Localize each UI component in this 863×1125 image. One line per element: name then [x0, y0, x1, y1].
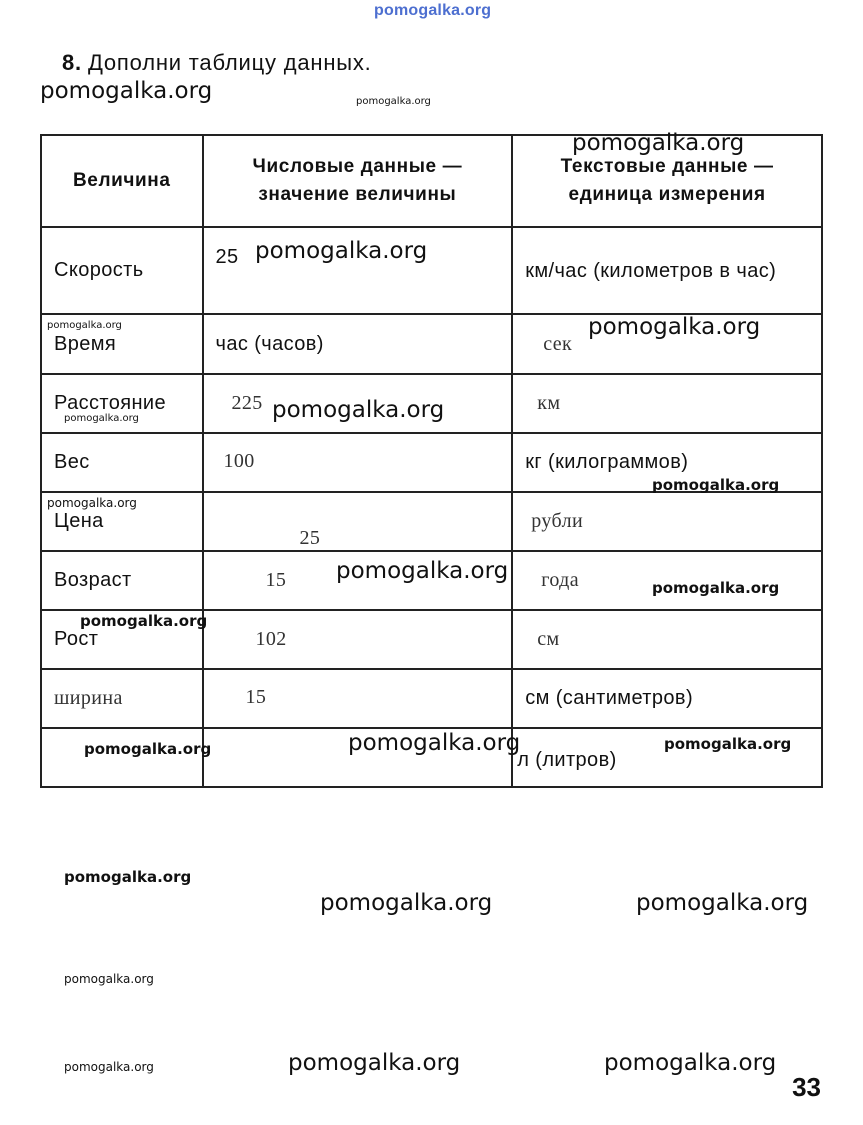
- cell-value: 15: [203, 551, 513, 610]
- watermark: pomogalka.org: [348, 730, 521, 756]
- task-heading: [62, 50, 372, 76]
- cell-unit: см: [512, 610, 822, 669]
- cell-unit: сек: [512, 314, 822, 374]
- cell-value: 25: [203, 492, 513, 551]
- watermark: pomogalka.org: [255, 238, 428, 264]
- cell-quantity: Время: [41, 314, 203, 374]
- watermark: pomogalka.org: [272, 397, 445, 423]
- cell-unit: л (литров): [512, 728, 822, 787]
- cell-quantity: Вес: [41, 433, 203, 492]
- cell-unit: км/час (километров в час): [512, 227, 822, 314]
- cell-quantity: Рост: [41, 610, 203, 669]
- watermark: pomogalka.org: [652, 579, 780, 597]
- watermark: pomogalka.org: [604, 1050, 777, 1076]
- top-watermark: pomogalka.org: [374, 2, 492, 19]
- cell-value: 100: [203, 433, 513, 492]
- cell-unit: рубли: [512, 492, 822, 551]
- watermark: pomogalka.org: [64, 868, 192, 886]
- cell-quantity: Расстояние: [41, 374, 203, 433]
- watermark: pomogalka.org: [47, 320, 122, 331]
- watermark: pomogalka.org: [336, 558, 509, 584]
- cell-quantity: ширина: [41, 669, 203, 728]
- cell-value: 225: [203, 374, 513, 433]
- watermark: pomogalka.org: [40, 78, 213, 104]
- cell-value: 102: [203, 610, 513, 669]
- watermark: pomogalka.org: [572, 130, 745, 156]
- cell-unit: года: [512, 551, 822, 610]
- watermark: pomogalka.org: [356, 96, 431, 107]
- watermark: pomogalka.org: [664, 735, 792, 753]
- table-row: [41, 669, 822, 728]
- watermark: pomogalka.org: [652, 476, 780, 494]
- watermark: pomogalka.org: [80, 612, 208, 630]
- table-row: [41, 492, 822, 551]
- watermark: pomogalka.org: [588, 314, 761, 340]
- header-numeric: Числовые данные — значение величины: [203, 135, 513, 227]
- data-table: [40, 134, 823, 788]
- cell-value: 15: [203, 669, 513, 728]
- cell-unit: км: [512, 374, 822, 433]
- page-number: 33: [792, 1072, 821, 1102]
- cell-value: час (часов): [203, 314, 513, 374]
- watermark: pomogalka.org: [64, 413, 139, 424]
- cell-quantity: Возраст: [41, 551, 203, 610]
- header-quantity: Величина: [41, 135, 203, 227]
- cell-quantity: Скорость: [41, 227, 203, 314]
- cell-unit: см (сантиметров): [512, 669, 822, 728]
- watermark: pomogalka.org: [636, 890, 809, 916]
- table-row: [41, 227, 822, 314]
- watermark: pomogalka.org: [64, 1060, 154, 1074]
- cell-value: 25: [203, 227, 513, 314]
- task-number: 8.: [62, 50, 82, 75]
- cell-quantity: Цена: [41, 492, 203, 551]
- watermark: pomogalka.org: [320, 890, 493, 916]
- watermark: pomogalka.org: [288, 1050, 461, 1076]
- task-text: Дополни таблицу данных.: [87, 50, 372, 75]
- watermark: pomogalka.org: [84, 740, 212, 758]
- watermark: pomogalka.org: [64, 972, 154, 986]
- header-text: Текстовые данные — единица измерения: [512, 135, 822, 227]
- watermark: pomogalka.org: [47, 496, 137, 510]
- cell-unit: кг (килограммов): [512, 433, 822, 492]
